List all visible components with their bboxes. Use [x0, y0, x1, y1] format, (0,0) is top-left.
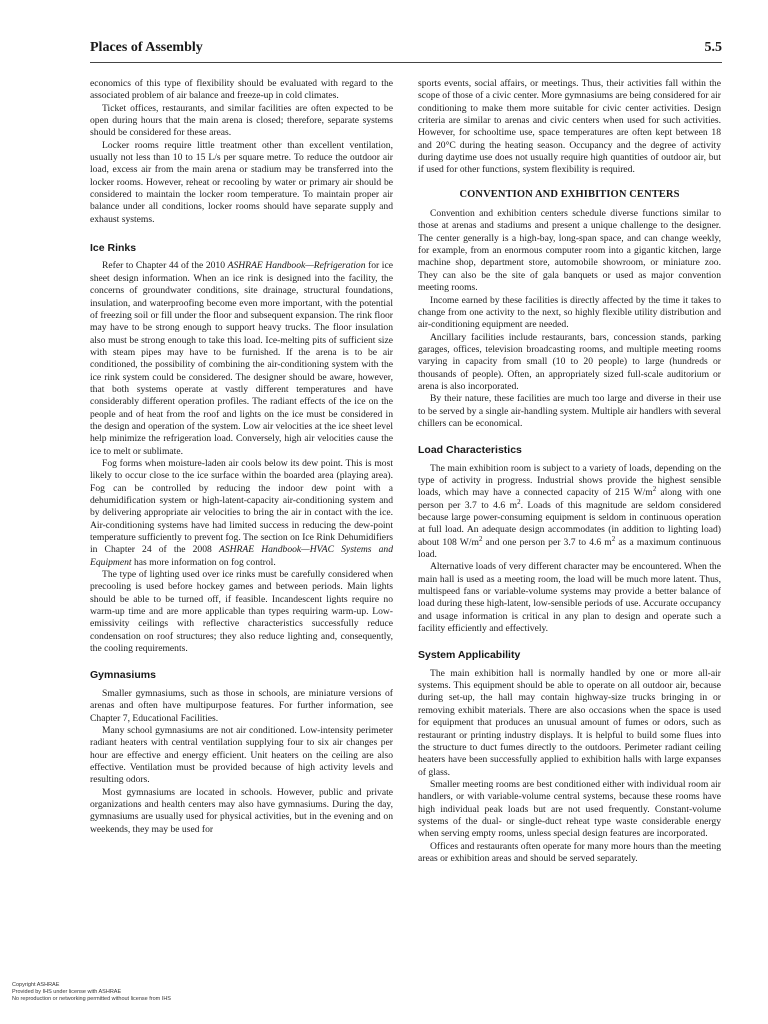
paragraph: Ticket offices, restaurants, and similar facilities are often expected to be open during hours that the main arena is closed; therefore, separate systems should be considered for these areas. — [90, 102, 393, 139]
superscript: 2 — [652, 485, 657, 494]
paragraph: Most gymnasiums are located in schools. However, public and private organizations and health centers may also have gymnasiums. During the day, gymnasiums are usually used for physical activities, but in the evening and on weekends, they may be used for — [90, 786, 393, 835]
paragraph: Ancillary facilities include restaurants, bars, concession stands, parking garages, offices, television broadcasting rooms, and multiple meeting rooms varying in capacity from small (10 to 20 people) to large (hundreds or thousands of people). Often, an appropriately sized full-scale auditorium or arena is also incorporated. — [418, 331, 721, 392]
text: as a maximum continuous load. — [418, 536, 721, 561]
heading-system-applicability: System Applicability — [418, 649, 521, 662]
copyright-footer — [12, 982, 171, 1003]
heading-ice-rinks: Ice Rinks — [90, 242, 137, 255]
superscript: 2 — [517, 497, 521, 506]
citation: ASHRAE Handbook—Refrigeration — [227, 260, 366, 272]
text: for ice sheet design information. When an ice rink is designed into the facility, the concerns of groundwater conditions, site drainage, structural foundations, insulation, and waterproofing become even more important, with the potential of freezing soil or fill under the floor and subsequent expansion. The rink floor may have to be strong enough to support heavy trucks. The floor insulation also must be strong enough to take this load. Ice-melting pits of sufficient size with steam pipes may have to be furnished. If the arena is to be air conditioned, the possibility of combining the air-conditioning system with the ice rink system could be considered. The designer should be aware, however, that both systems operate at vastly different temperatures and have considerably different operation profiles. The radiant effects of the ice on the people and of heat from the roof and lights on the ice must be considered in the design and operation of the system. Low air velocities at the ice sheet level help minimize the refrigeration load. Conversely, high air velocities cause the ice to melt or sublimate. — [90, 260, 393, 457]
footer-line: Provided by IHS under license with ASHRAE — [12, 989, 122, 995]
heading-gymnasiums: Gymnasiums — [90, 669, 156, 682]
text: along with one person per 3.7 to 4.6 m — [418, 487, 721, 511]
paragraph — [90, 458, 393, 569]
heading-load-characteristics: Load Characteristics — [418, 444, 522, 457]
paragraph — [418, 463, 721, 562]
citation: ASHRAE Handbook—HVAC Systems and Equipment — [90, 544, 394, 568]
footer-line: No reproduction or networking permitted without license from IHS — [12, 996, 171, 1002]
paragraph: economics of this type of flexibility should be evaluated with regard to the associated problem of air balance and freeze-up in cold climates. — [90, 78, 393, 102]
paragraph: The type of lighting used over ice rinks must be carefully considered when precooling is used before hockey games and between periods. Main lights should be able to be turned off, if feasible. Incandescent lights require no warm-up time and are more applicable than types requiring warm-up. Low-emissivity ceilings with reflective characteristics successfully reduce condensation on roof structures; they also reduce lighting and, consequently, the cooling requirements. — [90, 569, 393, 655]
paragraph: Locker rooms require little treatment other than excellent ventilation, usually not less than 10 to 15 L/s per square metre. To reduce the outdoor air load, excess air from the main arena or stadium may be transferred into the locker rooms. However, reheat or recooling by water or primary air should be considered to maintain the locker room temperature. To maintain proper air balance under all conditions, locker rooms should have separate supply and exhaust systems. — [90, 139, 393, 225]
page-header — [90, 40, 722, 63]
paragraph: Smaller gymnasiums, such as those in schools, are miniature versions of arenas and often have multipurpose features. For further information, see Chapter 7, Educational Facilities. — [90, 687, 393, 724]
section-title: Places of Assembly — [90, 40, 203, 55]
text: and one person per 3.7 to 4.6 m — [482, 536, 612, 548]
paragraph: Income earned by these facilities is directly affected by the time it takes to change from one activity to the next, so highly flexible utility distribution and air-conditioning equipment are needed. — [418, 294, 721, 331]
superscript: 2 — [478, 534, 483, 543]
text: The main exhibition room is subject to a variety of loads, depending on the type of activity in progress. Industrial shows provide the highest sensible loads, which may have a connected capacity of 215 W/m — [418, 462, 721, 499]
text: Refer to Chapter 44 of the 2010 — [102, 260, 228, 272]
paragraph: The main exhibition hall is normally handled by one or more all-air systems. This equipment should be able to operate on all outdoor air, because during set-up, the hall may contain highway-size trucks bringing in or removing exhibit materials. There are also occasions when the space is used for equipment that produces an unusual amount of fumes or odors, such as restaurant or printing industry displays. It is helpful to build some flues into the structure to duct fumes directly to the outdoors. Perimeter radiant ceiling heaters have been successfully applied to exhibition halls with large expanses of glass. — [418, 667, 721, 778]
paragraph: sports events, social affairs, or meetings. Thus, their activities fall within the scope of those of a civic center. More gymnasiums are being considered for air conditioning to make them more suitable for civic center activities. Design criteria are similar to arenas and civic centers when used for such activities. However, for schooltime use, space temperatures are often kept between 18 and 20°C during the heating season. Occupancy and the degree of activity during daytime use does not usually require high quantities of outdoor air, but if used for other functions, system flexibility is required. — [418, 78, 721, 176]
footer-line: Copyright ASHRAE — [12, 982, 60, 988]
text: Fog forms when moisture-laden air cools below its dew point. This is most likely to occur close to the ice surface within the boarded area (playing area). Fog can be controlled by reducing the indoor dew point with a dehumidification system or high-latent-capacity air-conditioning system and by delivering appropriate air velocities to bring the air in contact with the ice. Air-conditioning systems have had limited success in reducing the dew-point temperature sufficiently to prevent fog. The section on Ice Rink Dehumidifiers in Chapter 24 of the 2008 — [90, 457, 393, 556]
paragraph: Convention and exhibition centers schedule diverse functions similar to those at arenas and stadiums and present a unique challenge to the designer. The center generally is a high-bay, long-span space, and can change weekly, for example, from an enormous computer room into a gigantic kitchen, large machine shop, department store, automobile showroom, or miniature zoo. They can also be the site of gala banquets or used as major convention meeting rooms. — [418, 208, 721, 294]
page-number: 5.5 — [704, 40, 722, 55]
paragraph: Alternative loads of very different character may be encountered. When the main hall is used as a meeting room, the load will be much more latent. Thus, multispeed fans or variable-volume systems may provide a better balance of load during these high-latent, low-sensible periods of use. Accurate occupancy and usage information is critical in any plan to design and operate such a facility efficiently and effectively. — [418, 561, 721, 635]
heading-convention-centers: CONVENTION AND EXHIBITION CENTERS — [459, 188, 680, 200]
text: has more information on fog control. — [131, 556, 276, 568]
left-column — [90, 78, 393, 836]
text: . Loads of this magnitude are seldom considered because large power-consuming equipment is seldom in continuous operation at full load. An adequate design accommodates (in addition to lighting load) about 108 W/m — [418, 499, 721, 548]
paragraph — [90, 260, 393, 458]
paragraph: Many school gymnasiums are not air conditioned. Low-intensity perimeter radiant heaters with central ventilation supplying four to six air changes per hour are effective and energy efficient. Unit heaters on the ceiling are also effective. Ventilation must be provided because of high activity levels and resulting odors. — [90, 724, 393, 786]
paragraph: Smaller meeting rooms are best conditioned either with individual room air handlers, or with variable-volume central systems, because these rooms have high individual peak loads but are not used frequently. Constant-volume systems of the dual- or single-duct reheat type waste considerable energy when serving empty rooms, unless special design features are incorporated. — [418, 778, 721, 840]
paragraph: By their nature, these facilities are much too large and diverse in their use to be served by a single air-handling system. Multiple air handlers with several chillers can be economical. — [418, 393, 721, 429]
right-column — [418, 78, 721, 865]
paragraph: Offices and restaurants often operate for many more hours than the meeting areas or exhibition areas and should be served separately. — [418, 840, 721, 864]
superscript: 2 — [611, 534, 616, 543]
